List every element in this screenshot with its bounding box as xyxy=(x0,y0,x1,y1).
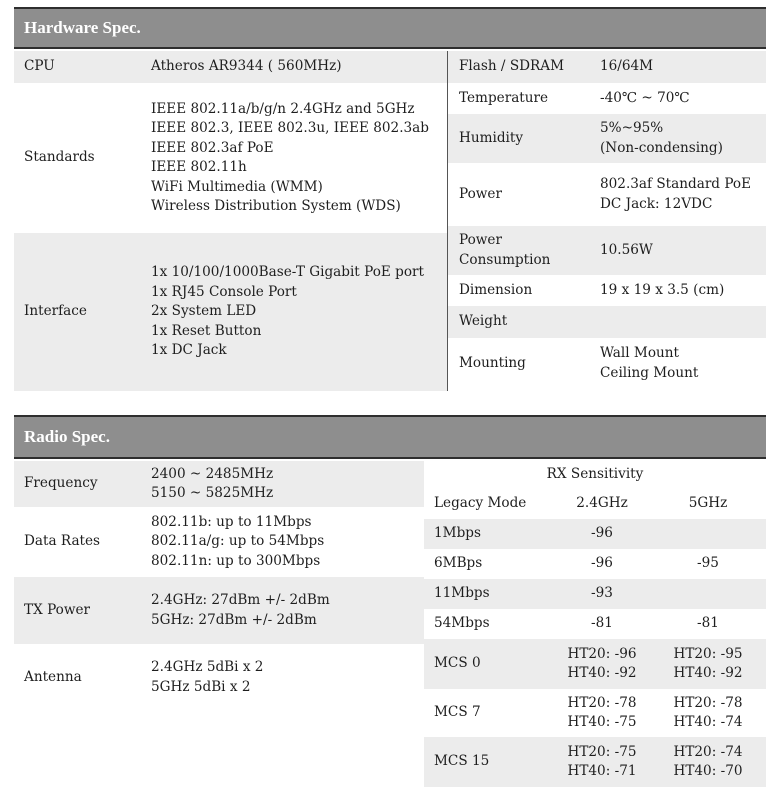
spec-value xyxy=(600,51,653,83)
rx-mode: 6MBps xyxy=(434,555,483,572)
spec-label: CPU xyxy=(24,58,55,75)
spec-label xyxy=(459,163,502,226)
spec-value-line: 5%~95% xyxy=(600,120,664,136)
spec-value-line: 5GHz: 27dBm +/- 2dBm xyxy=(151,611,317,628)
spec-value-line: Wall Mount xyxy=(600,345,679,361)
rx-value-line: HT40: -70 xyxy=(673,763,743,779)
spec-value-line: (Non-condensing) xyxy=(600,139,723,156)
spec-row xyxy=(448,338,766,389)
spec-value-line: 1x Reset Button xyxy=(151,322,262,339)
spec-value-line: -40℃ ~ 70℃ xyxy=(600,89,690,106)
spec-value-line: WiFi Multimedia (WMM) xyxy=(151,178,323,195)
spec-row xyxy=(14,507,424,577)
hardware-divider xyxy=(447,51,448,391)
spec-value-line: Ceiling Mount xyxy=(600,364,699,381)
spec-value-line: 802.11b: up to 11Mbps xyxy=(151,513,312,530)
rx-value-line: -81 xyxy=(697,615,719,632)
spec-label xyxy=(459,51,564,83)
rx-header-cell: 5GHz xyxy=(688,495,728,512)
spec-value xyxy=(600,226,653,275)
spec-value-line: Atheros AR9344 ( 560MHz) xyxy=(151,58,342,75)
spec-label-line: Weight xyxy=(459,313,508,330)
spec-value-line: Wireless Distribution System (WDS) xyxy=(151,198,401,214)
spec-label xyxy=(459,306,507,338)
spec-label-line: Flash / SDRAM xyxy=(459,58,565,75)
rx-header-cell: 2.4GHz xyxy=(576,495,628,512)
rx-value-g24 xyxy=(554,689,650,737)
spec-value-line: IEEE 802.11a/b/g/n 2.4GHz and 5GHz xyxy=(151,100,415,117)
hardware-spec-title: Hardware Spec. xyxy=(24,18,141,37)
rx-header-cell: Legacy Mode xyxy=(434,495,527,512)
spec-value xyxy=(151,507,324,577)
rx-value-g5 xyxy=(650,609,766,639)
spec-row xyxy=(14,644,424,711)
spec-label: Standards xyxy=(24,149,95,166)
radio-spec-title: Radio Spec. xyxy=(24,427,110,446)
rx-value-line: HT40: -71 xyxy=(567,763,637,779)
rx-mode: MCS 15 xyxy=(434,753,490,770)
spec-value-line: 802.11a/g: up to 54Mbps xyxy=(151,533,325,550)
spec-value-line: IEEE 802.3af PoE xyxy=(151,139,274,156)
rx-value-g24 xyxy=(554,609,650,639)
spec-value-line: 802.11n: up to 300Mbps xyxy=(151,552,321,569)
spec-row xyxy=(448,275,766,306)
spec-label: Antenna xyxy=(24,668,82,685)
spec-row xyxy=(448,306,766,338)
rx-value-g5 xyxy=(650,639,766,689)
spec-value xyxy=(600,338,698,389)
rx-value-line: HT20: -96 xyxy=(567,645,637,662)
spec-value-line: 2400 ~ 2485MHz xyxy=(151,465,274,482)
rx-value-line: HT40: -92 xyxy=(673,665,743,681)
spec-value xyxy=(151,644,263,711)
spec-value xyxy=(151,83,429,233)
spec-value xyxy=(151,461,273,507)
rx-value-g24 xyxy=(554,579,650,609)
spec-value xyxy=(151,233,424,391)
rx-value-line: HT20: -74 xyxy=(673,743,743,760)
rx-value-g5 xyxy=(650,689,766,737)
spec-value-line: IEEE 802.3, IEEE 802.3u, IEEE 802.3ab xyxy=(151,120,429,136)
rx-value-line: HT20: -95 xyxy=(673,645,743,662)
rx-mode: MCS 0 xyxy=(434,655,481,672)
spec-row xyxy=(14,233,447,391)
spec-value-line: 16/64M xyxy=(600,58,654,75)
spec-value xyxy=(600,163,751,226)
spec-label-line: Temperature xyxy=(459,89,549,106)
rx-row xyxy=(424,689,766,737)
rx-value-line: -95 xyxy=(697,555,719,572)
spec-label-line: Power xyxy=(459,232,502,248)
radio-spec-header xyxy=(14,415,766,459)
rx-row xyxy=(424,639,766,689)
spec-row xyxy=(14,577,424,644)
spec-value-line: 2.4GHz 5dBi x 2 xyxy=(151,659,264,675)
spec-value-line: 2x System LED xyxy=(151,303,257,320)
spec-value-line: 1x RJ45 Console Port xyxy=(151,283,297,300)
rx-row xyxy=(424,519,766,549)
spec-label xyxy=(459,226,550,275)
spec-label: Data Rates xyxy=(24,533,101,550)
rx-header-row xyxy=(424,489,766,519)
spec-value xyxy=(151,51,342,83)
rx-mode: MCS 7 xyxy=(434,704,481,721)
spec-value-line: IEEE 802.11h xyxy=(151,159,247,175)
rx-value-g5 xyxy=(650,519,766,549)
rx-mode: 1Mbps xyxy=(434,525,481,542)
rx-title: RX Sensitivity xyxy=(546,466,644,483)
rx-row xyxy=(424,737,766,787)
hardware-spec-header xyxy=(14,7,766,49)
spec-value xyxy=(600,275,724,306)
spec-value xyxy=(600,83,690,114)
spec-label-line: Dimension xyxy=(459,281,533,298)
spec-value-line: 1x 10/100/1000Base-T Gigabit PoE port xyxy=(151,264,424,281)
spec-value-line: 5150 ~ 5825MHz xyxy=(151,485,274,501)
spec-value-line: DC Jack: 12VDC xyxy=(600,195,713,212)
rx-value-line: -96 xyxy=(591,555,613,572)
spec-value-line: 1x DC Jack xyxy=(151,342,227,359)
rx-value-g24 xyxy=(554,519,650,549)
spec-row xyxy=(448,51,766,83)
rx-value-line: HT20: -78 xyxy=(567,694,637,711)
spec-value-line: 19 x 19 x 3.5 (cm) xyxy=(600,281,725,298)
spec-row xyxy=(14,83,447,233)
spec-label: TX Power xyxy=(24,601,91,618)
rx-value-g5 xyxy=(650,579,766,609)
spec-value xyxy=(600,114,723,163)
rx-title-row xyxy=(424,461,766,489)
rx-value-line: HT40: -74 xyxy=(673,714,743,730)
rx-mode: 11Mbps xyxy=(434,585,490,602)
rx-row xyxy=(424,579,766,609)
rx-value-line: -96 xyxy=(591,525,613,542)
rx-value-line: HT40: -75 xyxy=(567,714,637,730)
spec-value-line: 2.4GHz: 27dBm +/- 2dBm xyxy=(151,592,330,608)
rx-value-g24 xyxy=(554,737,650,787)
rx-value-g24 xyxy=(554,639,650,689)
spec-row xyxy=(448,163,766,226)
spec-label xyxy=(459,275,532,306)
rx-value-g5 xyxy=(650,549,766,579)
spec-label-line: Power xyxy=(459,185,502,202)
spec-row xyxy=(14,51,447,83)
spec-row xyxy=(448,226,766,275)
rx-value-g24 xyxy=(554,549,650,579)
rx-value-line: HT20: -75 xyxy=(567,743,637,760)
spec-value-line: 10.56W xyxy=(600,241,653,258)
rx-mode: 54Mbps xyxy=(434,615,490,632)
spec-label: Frequency xyxy=(24,475,98,492)
spec-label-line: Consumption xyxy=(459,251,551,268)
spec-label: Interface xyxy=(24,303,87,320)
rx-value-line: HT20: -78 xyxy=(673,694,743,711)
rx-value-line: -81 xyxy=(591,615,613,632)
spec-label xyxy=(459,114,523,163)
spec-value-line: 5GHz 5dBi x 2 xyxy=(151,678,251,695)
spec-row xyxy=(448,114,766,163)
spec-label-line: Humidity xyxy=(459,129,524,146)
spec-value xyxy=(151,577,330,644)
rx-value-line: -93 xyxy=(591,585,613,602)
spec-label-line: Mounting xyxy=(459,354,526,371)
rx-row xyxy=(424,549,766,579)
rx-value-line: HT40: -92 xyxy=(567,665,637,681)
spec-row xyxy=(14,461,424,507)
spec-value-line: 802.3af Standard PoE xyxy=(600,176,752,192)
spec-row xyxy=(448,83,766,114)
rx-row xyxy=(424,609,766,639)
spec-label xyxy=(459,338,526,389)
spec-label xyxy=(459,83,548,114)
rx-value-g5 xyxy=(650,737,766,787)
